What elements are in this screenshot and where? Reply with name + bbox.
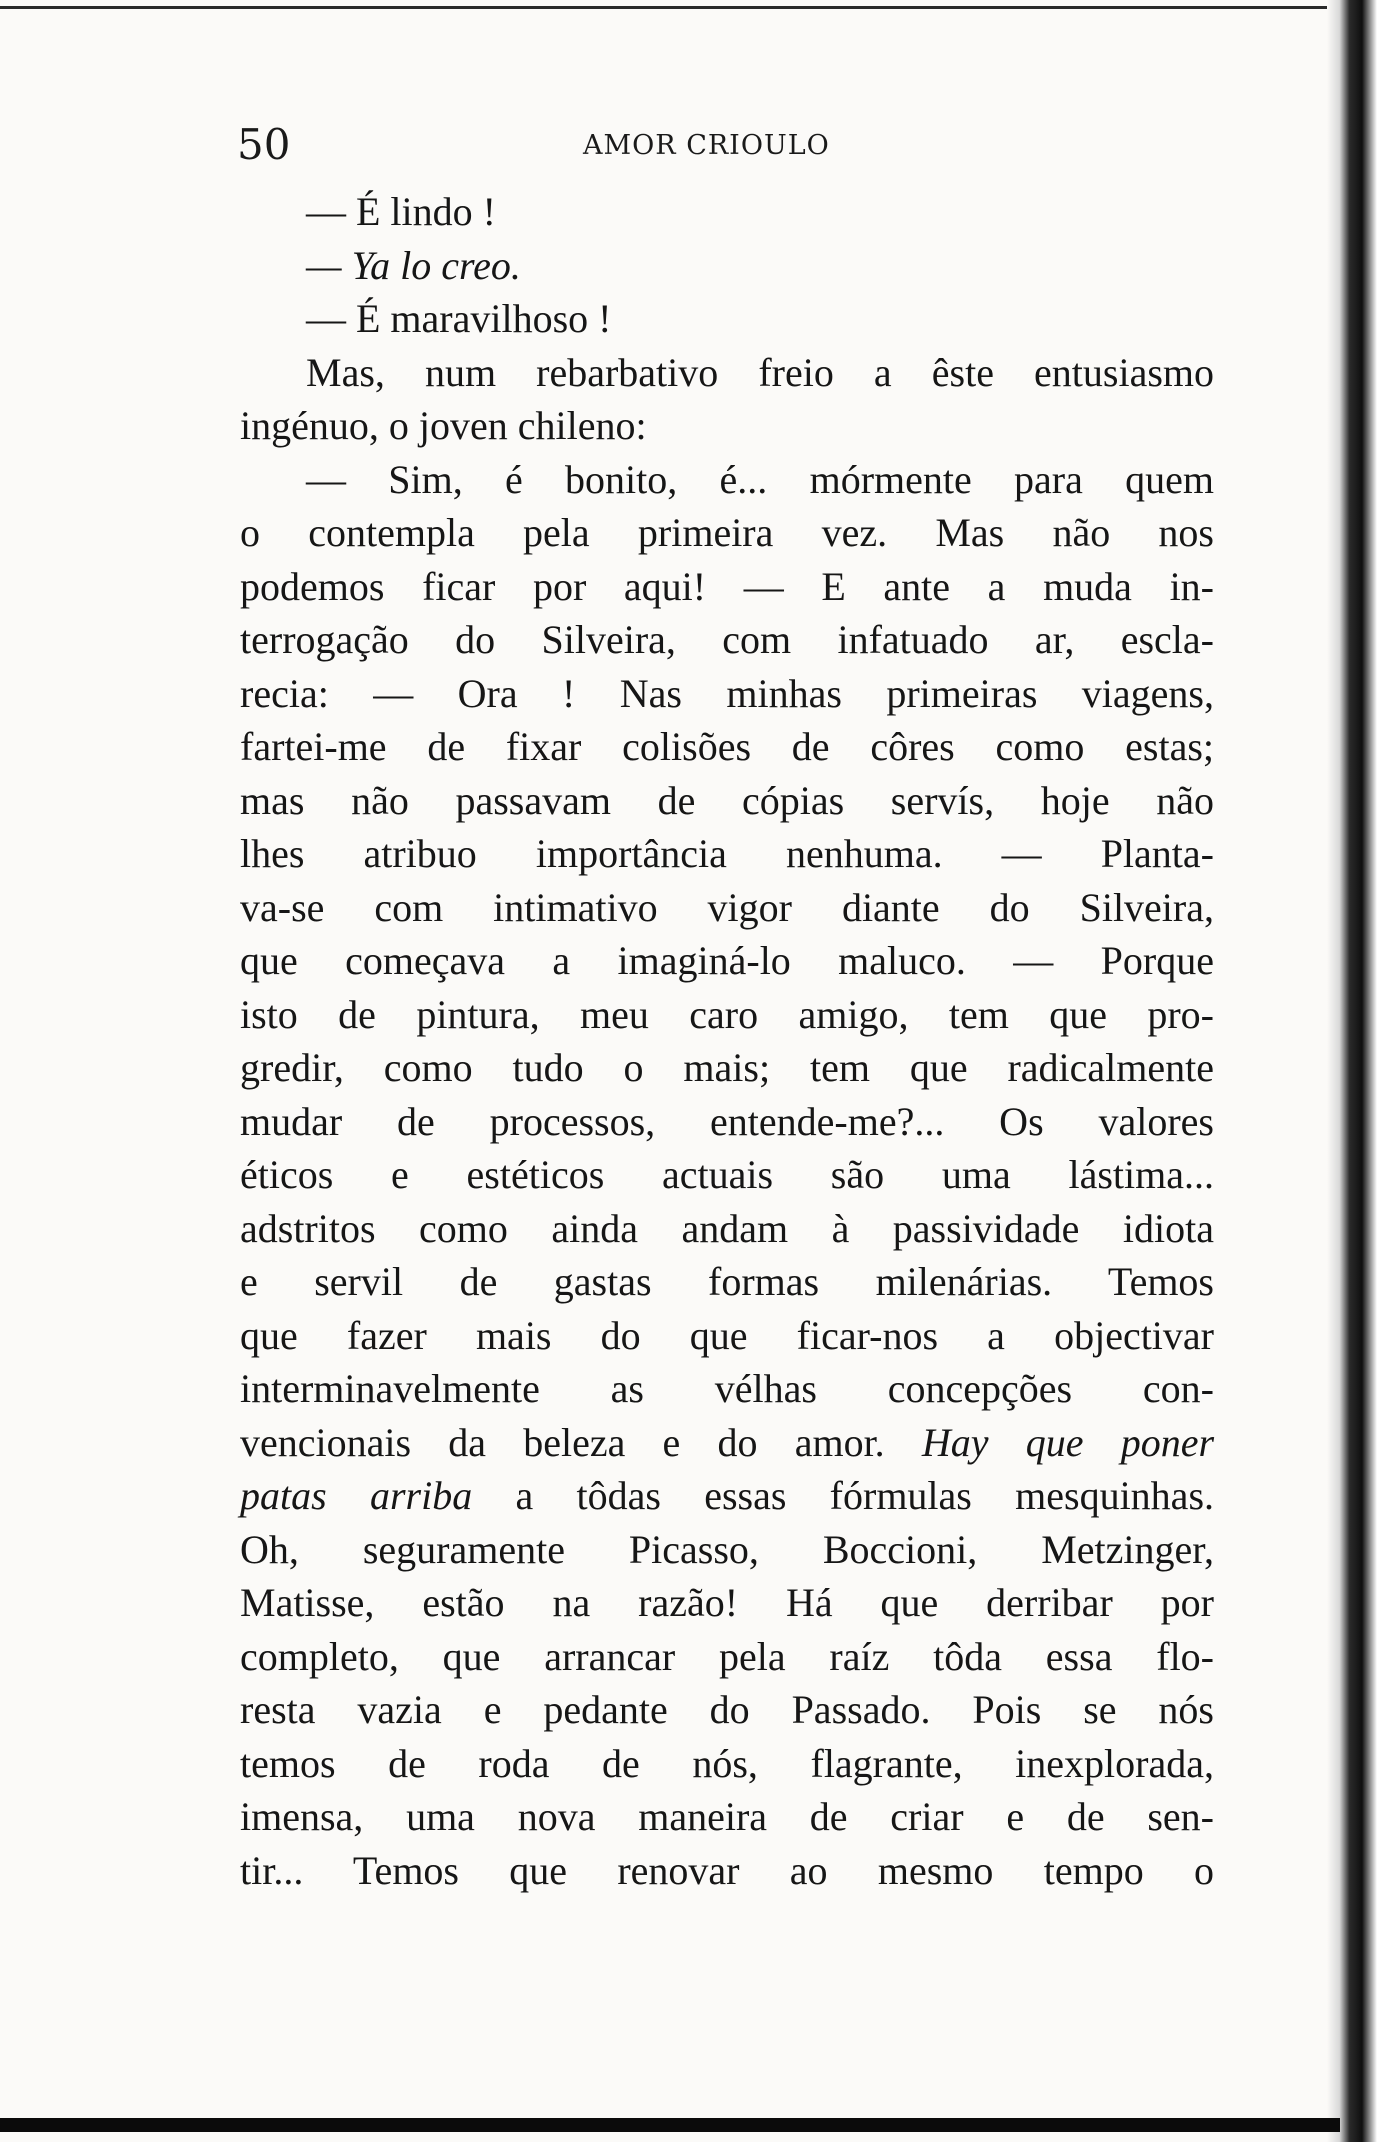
text-line: mudar de processos, entende-me?... Os valores xyxy=(240,1098,1214,1144)
text-line: resta vazia e pedante do Passado. Pois se nós xyxy=(240,1687,1214,1732)
text-segment: a tôdas essas fórmulas mesquinhas. xyxy=(515,1473,1215,1518)
text-line: gredir, como tudo o mais; tem que radicalmente xyxy=(240,1045,1214,1090)
text-line: imensa, uma nova maneira de criar e de sen- xyxy=(240,1794,1214,1839)
text-line: que começava a imaginá-lo maluco. — Porque xyxy=(240,938,1214,983)
text-line: fartei-me de fixar colisões de côres como estas; xyxy=(240,724,1214,769)
text-line: Oh, seguramente Picasso, Boccioni, Metzinger, xyxy=(240,1526,1214,1572)
scan-right-edge xyxy=(1327,0,1377,2142)
italic-phrase: patas arriba xyxy=(240,1473,473,1518)
text-line: — Sim, é bonito, é... mórmente para quem xyxy=(306,456,1214,502)
page-header xyxy=(237,120,1237,170)
text-line: tir... Temos que renovar ao mesmo tempo o xyxy=(240,1847,1214,1893)
running-head: AMOR CRIOULO xyxy=(583,130,830,161)
text-line: ingénuo, o joven chileno: xyxy=(240,403,647,448)
page-number: 50 xyxy=(237,120,291,169)
italic-phrase: — Ya lo creo. xyxy=(306,242,521,288)
text-line xyxy=(240,239,1214,293)
text-line: — É maravilhoso ! xyxy=(306,296,612,341)
scan-top-edge xyxy=(0,6,1377,9)
body-text xyxy=(240,185,1214,1897)
text-line: va-se com intimativo vigor diante do Silveira, xyxy=(240,884,1214,930)
text-line: que fazer mais do que ficar-nos a objectivar xyxy=(240,1312,1214,1358)
text-segment: vencionais da beleza e do amor. xyxy=(240,1419,885,1465)
text-line xyxy=(240,1416,1214,1470)
text-line: éticos e estéticos actuais são uma lástima... xyxy=(240,1152,1214,1197)
text-line: Mas, num rebarbativo freio a êste entusiasmo xyxy=(306,349,1214,395)
text-line: completo, que arrancar pela raíz tôda essa flo- xyxy=(240,1633,1214,1679)
text-line: — É lindo ! xyxy=(306,189,496,234)
text-line: Matisse, estão na razão! Há que derribar por xyxy=(240,1580,1214,1625)
text-line: podemos ficar por aqui! — E ante a muda in- xyxy=(240,563,1214,609)
text-line: mas não passavam de cópias servís, hoje não xyxy=(240,777,1214,823)
text-line: lhes atribuo importância nenhuma. — Planta- xyxy=(240,831,1214,876)
text-line: interminavelmente as vélhas concepções con- xyxy=(240,1366,1214,1411)
text-line: e servil de gastas formas milenárias. Temos xyxy=(240,1259,1214,1304)
italic-phrase: Hay que poner xyxy=(921,1419,1215,1465)
text-line xyxy=(240,1469,1214,1523)
text-line: isto de pintura, meu caro amigo, tem que pro- xyxy=(240,991,1214,1037)
text-line: terrogação do Silveira, com infatuado ar, escla- xyxy=(240,617,1214,662)
text-line: adstritos como ainda andam à passividade idiota xyxy=(240,1205,1214,1251)
text-line: recia: — Ora ! Nas minhas primeiras viagens, xyxy=(240,670,1214,716)
text-line: temos de roda de nós, flagrante, inexplorada, xyxy=(240,1740,1214,1786)
text-line: o contempla pela primeira vez. Mas não nos xyxy=(240,510,1214,555)
scan-bottom-edge xyxy=(0,2118,1340,2132)
